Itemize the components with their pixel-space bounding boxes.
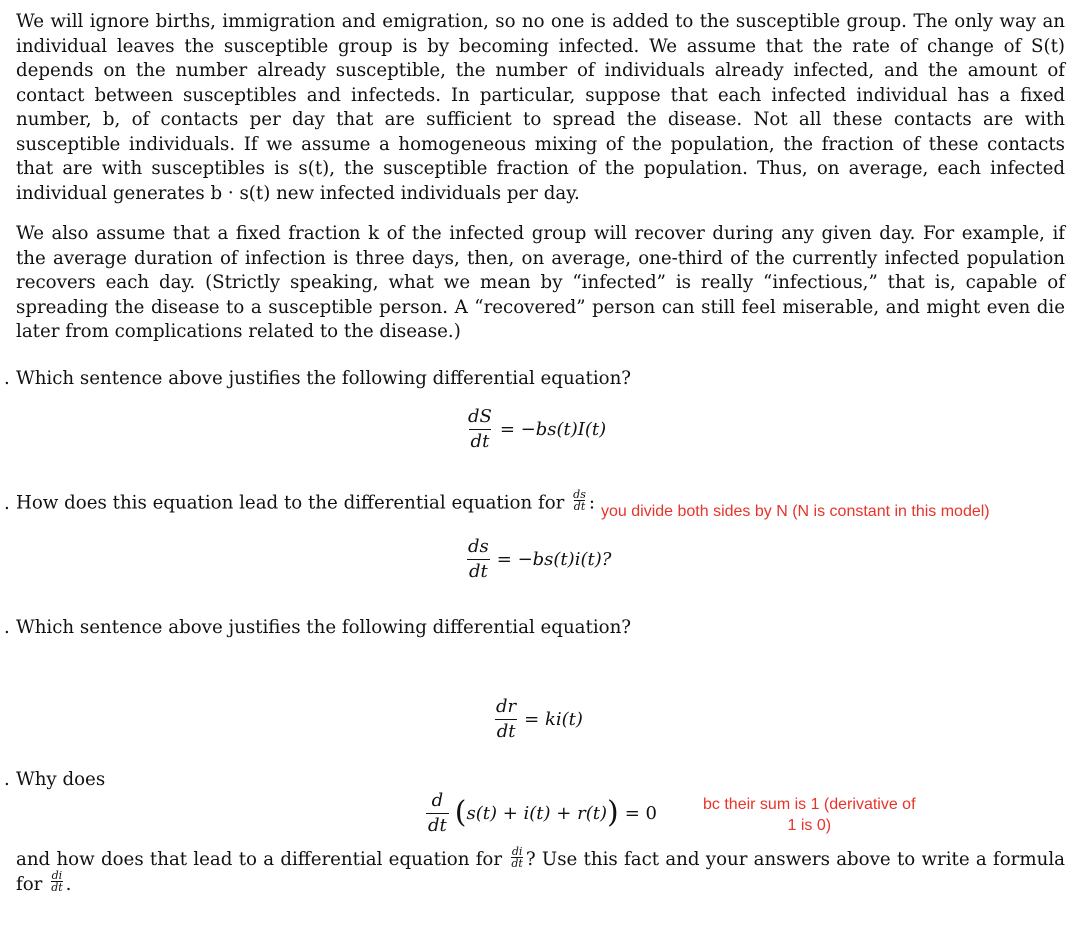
answer-annotation-1: you divide both sides by N (N is constant in this model) [601, 503, 990, 520]
question-1-text: Which sentence above justifies the following differential equation? [16, 368, 632, 389]
inline-fraction-ds-dt: $\frac{ds}{dt}$ [573, 488, 586, 513]
fraction-ds-dt: $\frac{ds}{dt}$ [468, 536, 489, 582]
equation-dr-dt: $\frac{dr}{dt}$ = ki(t) [496, 696, 583, 742]
answer-annotation-2: bc their sum is 1 (derivative of 1 is 0) [703, 796, 916, 834]
question-4-text: Why does [16, 769, 106, 790]
question-1: . Which sentence above justifies the following differential equation? [4, 368, 632, 389]
question-2: . How does this equation lead to the differential equation for $\frac{ds}{dt}$ : [4, 488, 595, 514]
question-2-text: How does this equation lead to the differential equation for [16, 492, 565, 514]
paragraph-susceptible: We will ignore births, immigration and emigration, so no one is added to the susceptible group. The only way an individual leaves the susceptible group is by becoming infected. We assume that the rate of change of S(t) depends on the number already susceptible, the number of individuals already infected, and the amount of contact between susceptibles and infecteds. In particular, suppose that each infected individual has a fixed number, b, of contacts per day that are sufficient to spread the disease. Not all these contacts are with susceptible individuals. If we assume a homogeneous mixing of the population, the fraction of these contacts that are with susceptibles is s(t), the susceptible fraction of the population. Thus, on average, each infected individual generates b · s(t) new infected individuals per day. [16, 11, 1065, 204]
equation-sum-derivative: $\frac{d}{dt}$ ( s(t) + i(t) + r(t) ) = 0 [428, 790, 657, 836]
paragraph-recovery: We also assume that a fixed fraction k of the infected group will recover during any given day. For example, if the average duration of infection is three days, then, on average, one-third of the currently infected population recovers each day. (Strictly speaking, what we mean by “infected” is really “infectious,” that is, capable of spreading the disease to a susceptible person. A “recovered” person can still feel miserable, and might even die later from complications related to the disease.) [16, 223, 1065, 342]
equation-dS-dt: $\frac{dS}{dt}$ = −bs(t)I(t) [468, 406, 607, 452]
question-3: . Which sentence above justifies the following differential equation? [4, 617, 632, 638]
fraction-d-dt: $\frac{d}{dt}$ [428, 790, 447, 836]
inline-fraction-di-dt: $\frac{di}{dt}$ [511, 844, 523, 870]
fraction-dr-dt: $\frac{dr}{dt}$ [496, 696, 517, 742]
fraction-dS-dt: $\frac{dS}{dt}$ [468, 406, 492, 452]
question-4-followup: and how does that lead to a differential equation for $\frac{di}{dt}$ ? Use this fact and your answers above to write a formula for $\frac{di}{dt}$ . [16, 844, 1065, 895]
question-4: . Why does [4, 769, 106, 790]
question-3-text: Which sentence above justifies the following differential equation? [16, 617, 632, 638]
equation-ds-dt: $\frac{ds}{dt}$ = −bs(t)i(t)? [468, 536, 612, 582]
inline-fraction-di-dt-2: $\frac{di}{dt}$ [51, 869, 63, 894]
